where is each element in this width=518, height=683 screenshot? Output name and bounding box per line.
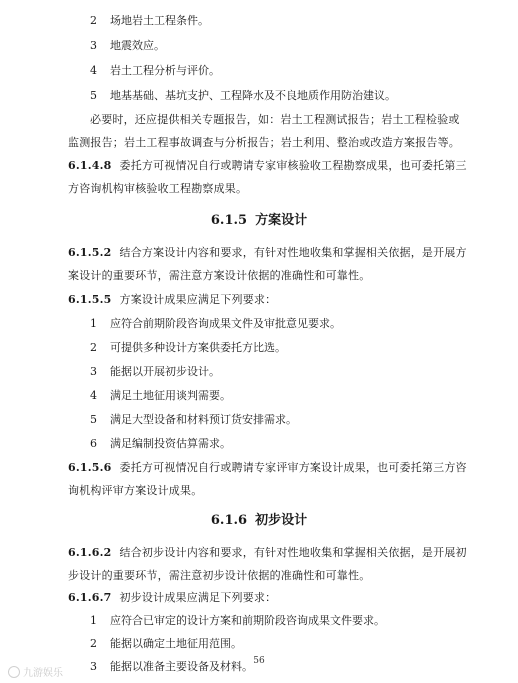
clause-6-1-6-7: 6.1.6.7 初步设计成果应满足下列要求： [68,591,277,604]
list-item: 1 应符合已审定的设计方案和前期阶段咨询成果文件要求。 [90,614,385,627]
list-item: 4 岩土工程分析与评价。 [90,64,220,77]
watermark [8,664,63,679]
list-item: 3 能据以开展初步设计。 [90,365,220,378]
clause-6-1-5-2: 6.1.5.2 结合方案设计内容和要求，有针对性地收集和掌握相关依据，是开展方 [68,246,467,259]
list-item: 1 应符合前期阶段咨询成果文件及审批意见要求。 [90,317,341,330]
clause-6-1-4-8-cont: 方咨询机构审核验收工程勘察成果。 [68,182,248,195]
section-heading-6-1-6: 6.1.6 初步设计 [210,513,308,528]
note-paragraph-line: 必要时，还应提供相关专题报告，如：岩土工程测试报告；岩土工程检验或 [90,113,460,126]
clause-6-1-4-8: 6.1.4.8 委托方可视情况自行或聘请专家审核验收工程勘察成果，也可委托第三 [68,159,467,172]
section-heading-6-1-5: 6.1.5 方案设计 [210,213,308,228]
clause-6-1-6-2: 6.1.6.2 结合初步设计内容和要求，有针对性地收集和掌握相关依据，是开展初 [68,546,467,559]
list-item: 3 地震效应。 [90,39,165,52]
watermark-logo-icon [8,666,20,678]
list-item: 5 满足大型设备和材料预订货安排需求。 [90,413,297,426]
list-item: 6 满足编制投资估算需求。 [90,437,231,450]
clause-6-1-5-6-cont: 询机构评审方案设计成果。 [68,484,203,497]
clause-6-1-5-5: 6.1.5.5 方案设计成果应满足下列要求： [68,293,277,306]
list-item: 2 可提供多种设计方案供委托方比选。 [90,341,286,354]
note-paragraph-line: 监测报告；岩土工程事故调查与分析报告；岩土利用、整治或改造方案报告等。 [68,136,460,149]
list-item: 3 能据以准备主要设备及材料。 [90,660,253,673]
clause-6-1-5-2-cont: 案设计的重要环节，需注意方案设计依据的准确性和可靠性。 [68,269,371,282]
page-number: 56 [253,656,265,666]
list-item: 2 能据以确定土地征用范围。 [90,637,242,650]
list-item: 4 满足土地征用谈判需要。 [90,389,231,402]
clause-6-1-5-6: 6.1.5.6 委托方可视情况自行或聘请专家评审方案设计成果，也可委托第三方咨 [68,461,467,474]
watermark-text: 九游娱乐 [23,668,63,679]
list-item: 5 地基基础、基坑支护、工程降水及不良地质作用防治建议。 [90,89,396,102]
clause-6-1-6-2-cont: 步设计的重要环节，需注意初步设计依据的准确性和可靠性。 [68,569,371,582]
list-item: 2 场地岩土工程条件。 [90,14,209,27]
